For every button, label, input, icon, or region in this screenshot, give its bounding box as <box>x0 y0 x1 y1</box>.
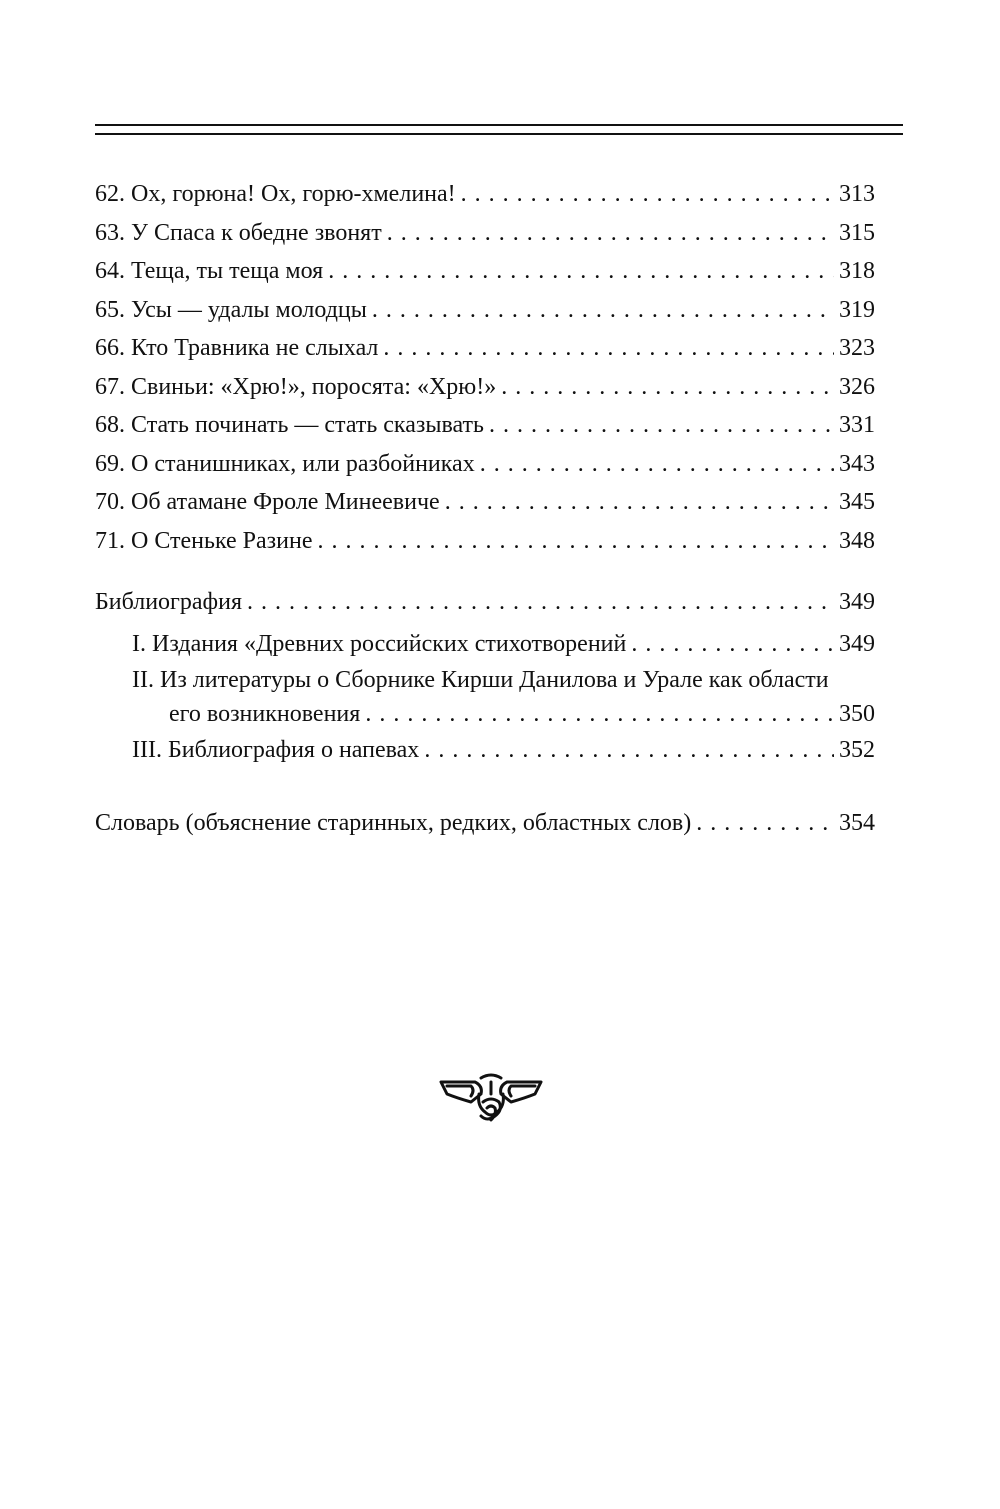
toc-entry-page: 313 <box>839 181 875 207</box>
toc-entry-title: 62. Ох, горюна! Ох, горю-хмелина! <box>95 181 456 207</box>
toc-entry-69[interactable] <box>95 445 875 484</box>
toc-entry-66[interactable] <box>95 329 875 368</box>
toc-entry-63[interactable] <box>95 214 875 253</box>
dot-leader <box>445 483 834 522</box>
toc-entry-71[interactable] <box>95 522 875 561</box>
toc-entry-page: 352 <box>839 737 875 763</box>
toc-entry-67[interactable] <box>95 368 875 407</box>
dot-leader <box>631 625 834 664</box>
toc-entry-62[interactable] <box>95 175 875 214</box>
toc-entry-title: 68. Стать починать — стать сказывать <box>95 412 484 438</box>
toc-entry-title: Словарь (объяснение старинных, редких, областных слов) <box>95 809 692 836</box>
toc-entry-page: 343 <box>839 450 875 477</box>
dot-leader <box>696 804 834 843</box>
toc-entry-title-line2: его возникновения <box>169 701 361 727</box>
toc-entry-page: 323 <box>839 335 875 361</box>
dot-leader <box>372 291 834 330</box>
dot-leader <box>247 583 834 622</box>
toc-entry-title: Библиография <box>95 589 242 615</box>
toc-subentry-bibliography-2[interactable] <box>95 663 875 731</box>
knot-ornament-icon <box>437 1072 545 1124</box>
toc-entry-title: 63. У Спаса к обедне звонят <box>95 219 382 246</box>
toc-entry-title: 65. Усы — удалы молодцы <box>95 296 367 323</box>
toc-entry-title: 69. О станишниках, или разбойниках <box>95 450 475 477</box>
toc-subentry-bibliography-1[interactable] <box>95 625 875 664</box>
dot-leader <box>328 252 834 291</box>
dot-leader <box>461 175 834 214</box>
dot-leader <box>365 697 834 731</box>
toc-entry-title: 70. Об атамане Фроле Минеевиче <box>95 489 440 515</box>
toc-entry-title: 71. О Стеньке Разине <box>95 527 313 554</box>
toc-entry-65[interactable] <box>95 291 875 330</box>
header-rule-bottom <box>95 133 903 135</box>
table-of-contents <box>95 175 875 842</box>
toc-entry-68[interactable] <box>95 406 875 445</box>
dot-leader <box>318 522 835 561</box>
toc-entry-title: 67. Свиньи: «Хрю!», поросята: «Хрю!» <box>95 373 497 400</box>
toc-entry-bibliography[interactable] <box>95 583 875 622</box>
dot-leader <box>501 368 834 407</box>
toc-entry-title-line1: II. Из литературы о Сборнике Кирши Данилова и Урале как области <box>132 667 829 693</box>
toc-entry-page: 349 <box>839 589 875 615</box>
toc-entry-page: 350 <box>839 701 875 727</box>
dot-leader <box>424 731 834 770</box>
section-spacer <box>95 560 875 583</box>
toc-entry-page: 326 <box>839 373 875 400</box>
toc-entry-page: 319 <box>839 296 875 323</box>
toc-entry-continuation <box>132 697 875 731</box>
dot-leader <box>480 445 834 484</box>
toc-entry-page: 345 <box>839 489 875 515</box>
section-spacer <box>95 770 875 804</box>
toc-subentry-bibliography-3[interactable] <box>95 731 875 770</box>
toc-entry-page: 354 <box>839 809 875 836</box>
toc-entry-page: 318 <box>839 258 875 284</box>
toc-entry-title: III. Библиография о напевах <box>132 737 420 763</box>
dot-leader <box>383 329 834 368</box>
toc-entry-70[interactable] <box>95 483 875 522</box>
toc-entry-title: I. Издания «Древних российских стихотворений <box>132 630 627 657</box>
toc-entry-title: 66. Кто Травника не слыхал <box>95 335 379 361</box>
dot-leader <box>489 406 834 445</box>
toc-entry-page: 348 <box>839 527 875 554</box>
toc-entry-title: 64. Теща, ты теща моя <box>95 258 324 284</box>
header-rule-top <box>95 124 903 126</box>
dot-leader <box>387 214 834 253</box>
toc-entry-64[interactable] <box>95 252 875 291</box>
toc-entry-page: 331 <box>839 412 875 438</box>
toc-entry-dictionary[interactable] <box>95 804 875 843</box>
toc-entry-page: 349 <box>839 630 875 657</box>
toc-entry-page: 315 <box>839 219 875 246</box>
